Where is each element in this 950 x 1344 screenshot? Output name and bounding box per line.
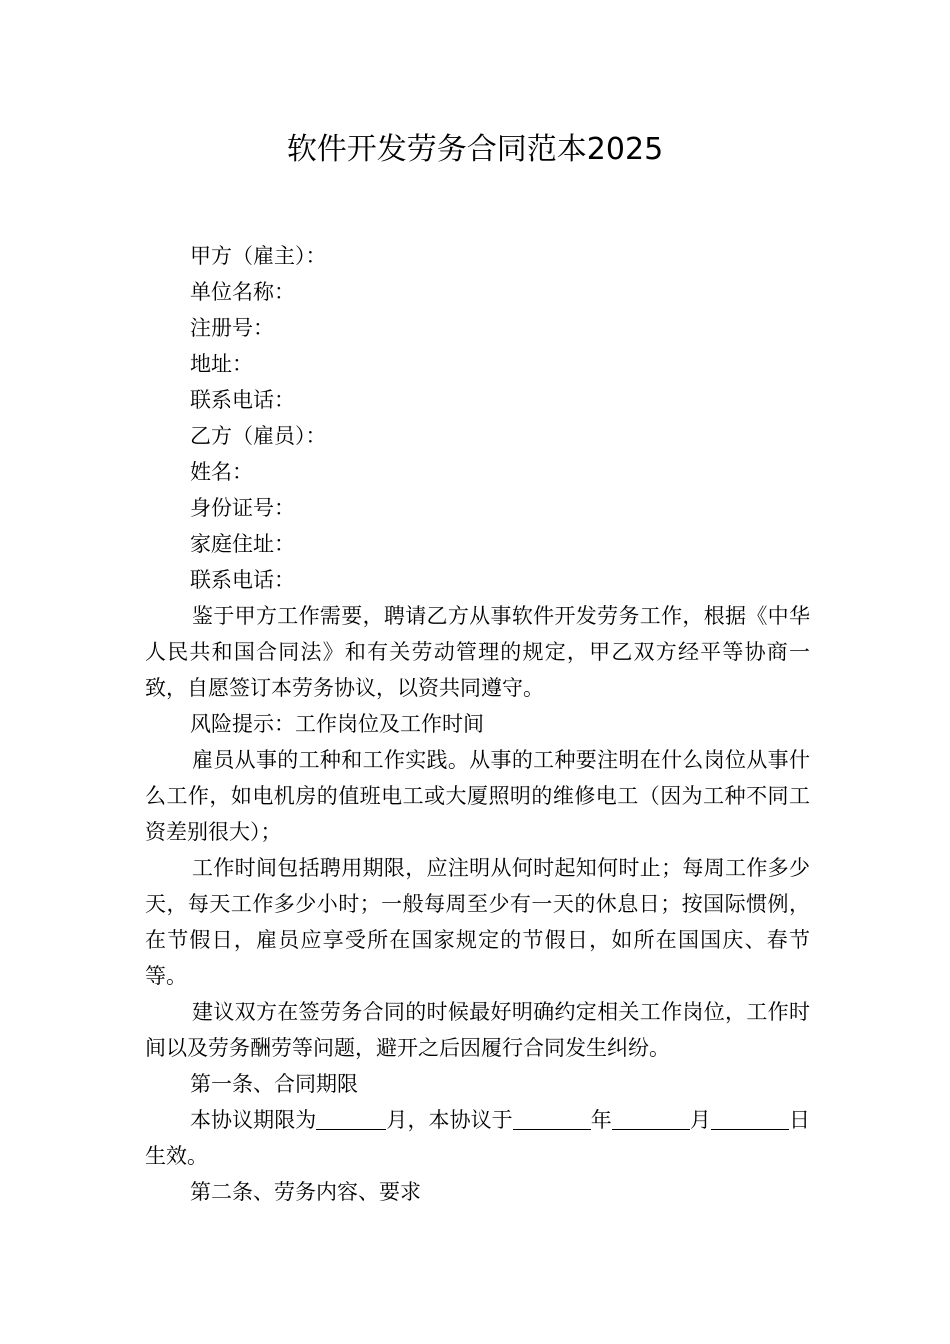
risk-paragraph-3: 建议双方在签劳务合同的时候最好明确约定相关工作岗位，工作时间以及劳务酬劳等问题，避开之后因履行合同发生纠纷。 bbox=[145, 1000, 810, 1060]
party-b-id-no: 身份证号： bbox=[190, 496, 295, 520]
document-title: 软件开发劳务合同范本2025 bbox=[286, 132, 664, 167]
party-a-reg-no: 注册号： bbox=[190, 316, 274, 340]
party-a-heading: 甲方（雇主）： bbox=[190, 244, 327, 268]
preamble-paragraph: 鉴于甲方工作需要，聘请乙方从事软件开发劳务工作，根据《中华人民共和国合同法》和有关劳动管理的规定，甲乙双方经平等协商一致，自愿签订本劳务协议，以资共同遵守。 bbox=[145, 604, 810, 700]
party-b-phone: 联系电话： bbox=[190, 568, 295, 592]
blank-months-field[interactable] bbox=[316, 1107, 386, 1130]
article-2-heading: 第二条、劳务内容、要求 bbox=[190, 1180, 421, 1204]
party-a-unit-name: 单位名称： bbox=[190, 280, 295, 304]
article-1-heading: 第一条、合同期限 bbox=[190, 1072, 358, 1096]
document-body bbox=[145, 238, 810, 1210]
party-a-phone: 联系电话： bbox=[190, 388, 295, 412]
article-1-text-5: 日生效。 bbox=[145, 1108, 811, 1168]
risk-paragraph-1: 雇员从事的工种和工作实践。从事的工种要注明在什么岗位从事什么工作，如电机房的值班电工或大厦照明的维修电工（因为工种不同工资差别很大）； bbox=[145, 748, 810, 844]
article-1-text-4: 月 bbox=[689, 1108, 711, 1132]
party-a-address: 地址： bbox=[190, 352, 253, 376]
blank-day-field[interactable] bbox=[711, 1107, 789, 1130]
party-b-name: 姓名： bbox=[190, 460, 253, 484]
risk-heading: 风险提示：工作岗位及工作时间 bbox=[190, 712, 484, 736]
party-b-heading: 乙方（雇员）： bbox=[190, 424, 327, 448]
article-1-text-2: 月，本协议于 bbox=[386, 1108, 513, 1132]
blank-year-field[interactable] bbox=[513, 1107, 591, 1130]
risk-paragraph-2: 工作时间包括聘用期限，应注明从何时起知何时止；每周工作多少天，每天工作多少小时；一般每周至少有一天的休息日；按国际惯例，在节假日，雇员应享受所在国家规定的节假日，如所在国国庆、春节等。 bbox=[145, 856, 810, 988]
blank-month-field[interactable] bbox=[612, 1107, 690, 1130]
article-1-text-1: 本协议期限为 bbox=[190, 1108, 317, 1132]
article-1-text bbox=[145, 1102, 810, 1174]
article-1-text-3: 年 bbox=[590, 1108, 612, 1132]
party-b-home-address: 家庭住址： bbox=[190, 532, 295, 556]
